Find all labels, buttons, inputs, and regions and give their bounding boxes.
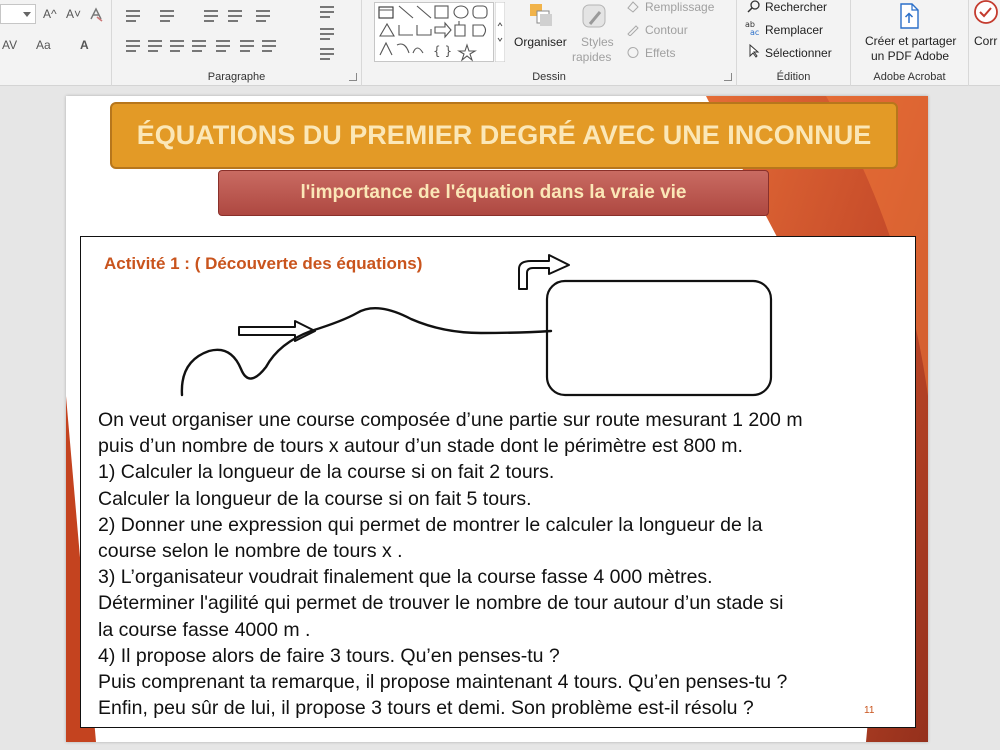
search-icon (747, 0, 761, 13)
problem-line: 2) Donner une expression qui permet de montrer le calculer la longueur de la (98, 513, 763, 536)
align-text-icon[interactable] (320, 28, 334, 40)
align-left-icon[interactable] (126, 40, 140, 52)
select-button[interactable]: Sélectionner (765, 46, 832, 60)
drawing-group-label: Dessin (532, 71, 566, 83)
font-size-dropdown[interactable] (0, 4, 36, 24)
drawing-group (362, 0, 737, 86)
problem-line: Calculer la longueur de la course si on fait 5 tours. (98, 487, 532, 510)
drawing-dialog-launcher[interactable] (724, 73, 732, 81)
bullets-icon[interactable] (126, 10, 140, 22)
outline-icon[interactable] (626, 23, 640, 36)
increase-indent-icon[interactable] (228, 10, 242, 22)
problem-line: Puis comprenant ta remarque, il propose maintenant 4 tours. Qu’en penses-tu ? (98, 671, 788, 694)
align-center-icon[interactable] (148, 40, 162, 52)
char-spacing-button[interactable]: AV (2, 38, 18, 52)
change-case-button[interactable]: Aa (36, 38, 51, 52)
svg-text:{ }: { } (433, 44, 453, 58)
check-circle-icon[interactable] (968, 0, 1000, 30)
select-cursor-icon (748, 44, 760, 58)
find-button[interactable]: Rechercher (765, 0, 828, 14)
problem-line: Enfin, peu sûr de lui, il propose 3 tours et demi. Son problème est-il résolu ? (98, 697, 754, 720)
font-color-button[interactable]: A (80, 38, 89, 52)
align-right-icon[interactable] (170, 40, 184, 52)
quick-styles-icon[interactable] (580, 2, 610, 32)
activity-box[interactable] (80, 236, 916, 728)
acrobat-group (851, 0, 969, 86)
acrobat-group-label: Adobe Acrobat (873, 71, 946, 83)
fill-icon[interactable] (626, 0, 640, 13)
grow-font-button[interactable]: A^ (43, 7, 57, 21)
problem-text[interactable] (98, 407, 903, 721)
problem-line: On veut organiser une course composée d’une partie sur route mesurant 1 200 m (98, 409, 803, 431)
slide[interactable] (66, 96, 928, 742)
slide-subtitle[interactable]: l'importance de l'équation dans la vraie vie (218, 170, 769, 216)
slide-title[interactable]: ÉQUATIONS DU PREMIER DEGRÉ AVEC UNE INCONNUE (110, 102, 898, 169)
problem-line: Déterminer l'agilité qui permet de trouver le nombre de tour autour d’un stade si (98, 592, 784, 615)
problem-line: 3) L’organisateur voudrait finalement que la course fasse 4 000 mètres. (98, 566, 713, 589)
paragraph-group-label: Paragraphe (207, 71, 266, 83)
problem-line: puis d’un nombre de tours x autour d’un stade dont le périmètre est 800 m. (98, 435, 743, 458)
effects-icon[interactable] (626, 46, 640, 59)
editing-group-label: Édition (776, 71, 811, 83)
paragraph-dialog-launcher[interactable] (349, 73, 357, 81)
columns-icon[interactable] (216, 40, 230, 52)
ltr-icon[interactable] (240, 40, 254, 52)
gallery-scroll-icon[interactable] (495, 2, 505, 62)
ribbon (0, 0, 1000, 86)
arrange-icon[interactable] (528, 2, 554, 28)
replace-icon (745, 20, 763, 36)
shape-effects-button[interactable]: Effets (645, 46, 676, 60)
font-group (0, 0, 112, 86)
truncated-button[interactable]: Corr (974, 34, 998, 48)
shrink-font-button[interactable]: A˅ (66, 7, 82, 21)
shape-outline-button[interactable]: Contour (645, 23, 688, 37)
quick-styles-button-line1[interactable]: Styles (581, 35, 614, 49)
justify-icon[interactable] (192, 40, 206, 52)
decrease-indent-icon[interactable] (204, 10, 218, 22)
shapes-gallery[interactable] (374, 2, 494, 62)
svg-text:ac: ac (750, 28, 760, 36)
paragraph-group (112, 0, 362, 86)
quick-styles-button-line2[interactable]: rapides (572, 50, 612, 64)
clear-formatting-icon[interactable] (88, 6, 104, 22)
slide-number: 11 (864, 705, 875, 716)
arrange-button[interactable]: Organiser (514, 35, 567, 49)
shape-fill-button[interactable]: Remplissage (645, 0, 715, 14)
create-pdf-button-line1[interactable]: Créer et partager (865, 34, 957, 48)
shapes-gallery-icons (375, 3, 495, 63)
create-pdf-button-line2[interactable]: un PDF Adobe (871, 49, 950, 63)
replace-button[interactable]: Remplacer (765, 23, 824, 37)
svg-text:ab: ab (745, 20, 755, 29)
problem-line: 1) Calculer la longueur de la course si on fait 2 tours. (98, 461, 555, 484)
convert-smartart-icon[interactable] (320, 48, 334, 60)
problem-line: la course fasse 4000 m . (98, 618, 311, 641)
create-pdf-icon[interactable] (897, 2, 921, 30)
activity-title[interactable]: Activité 1 : ( Découverte des équations) (104, 254, 423, 273)
problem-line: course selon le nombre de tours x . (98, 540, 403, 563)
rtl-icon[interactable] (262, 40, 276, 52)
text-direction-icon[interactable] (320, 6, 334, 18)
line-spacing-icon[interactable] (256, 10, 270, 22)
stadium-box (547, 281, 771, 395)
editing-group (737, 0, 851, 86)
numbering-icon[interactable] (160, 10, 174, 22)
problem-line: 4) Il propose alors de faire 3 tours. Qu’en penses-tu ? (98, 644, 560, 667)
